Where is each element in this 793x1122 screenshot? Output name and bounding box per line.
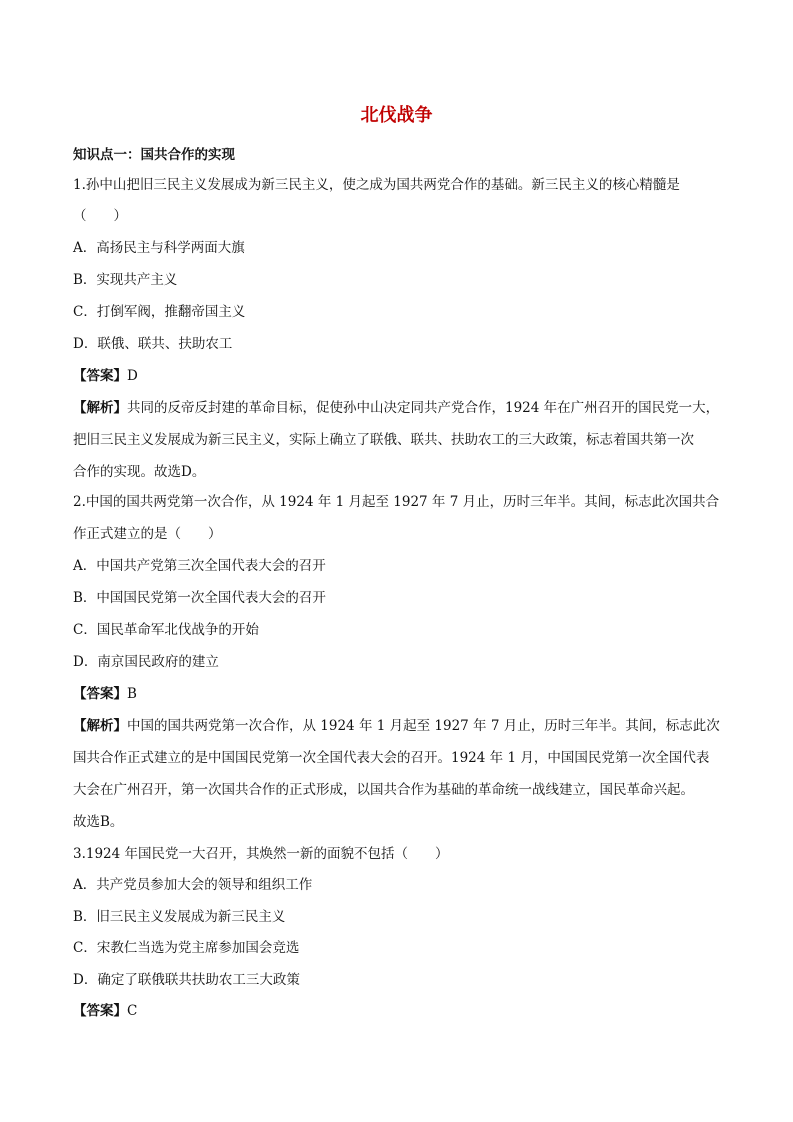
q3-option-d: D．确定了联俄联共扶助农工三大政策 xyxy=(73,972,300,988)
q2-stem-line2: 作正式建立的是（ ） xyxy=(73,526,222,542)
q2-option-b: B．中国国民党第一次全国代表大会的召开 xyxy=(73,590,326,606)
q1-option-c: C．打倒军阀，推翻帝国主义 xyxy=(73,304,246,320)
answer-value: C xyxy=(127,1003,138,1019)
q2-answer xyxy=(73,684,723,704)
analysis-label: 【解析】 xyxy=(73,718,127,734)
answer-value: D xyxy=(127,368,138,384)
q1-analysis-line2: 把旧三民主义发展成为新三民主义，实际上确立了联俄、联共、扶助农工的三大政策，标志着国共第一次 xyxy=(73,432,694,448)
q1-option-b: B．实现共产主义 xyxy=(73,272,178,288)
q1-option-a: A．高扬民主与科学两面大旗 xyxy=(73,240,245,256)
answer-label: 【答案】 xyxy=(73,368,127,384)
q1-answer xyxy=(73,366,723,386)
q3-stem-line1: 3.1924 年国民党一大召开，其焕然一新的面貌不包括（ ） xyxy=(73,846,449,862)
q1-stem-line1: 1.孙中山把旧三民主义发展成为新三民主义，使之成为国共两党合作的基础。新三民主义的核心精髓是 xyxy=(73,177,680,193)
q2-option-c: C．国民革命军北伐战争的开始 xyxy=(73,622,259,638)
q3-option-b: B．旧三民主义发展成为新三民主义 xyxy=(73,909,286,925)
analysis-label: 【解析】 xyxy=(73,400,127,416)
q2-analysis-line2: 国共合作正式建立的是中国国民党第一次全国代表大会的召开。1924 年 1 月，中国国民党第一次全国代表 xyxy=(73,750,710,766)
q2-analysis-line4: 故选B。 xyxy=(73,814,124,830)
q3-option-c: C．宋教仁当选为党主席参加国会竞选 xyxy=(73,940,300,956)
analysis-text: 中国的国共两党第一次合作，从 1924 年 1 月起至 1927 年 7 月止，历时三年半。其间，标志此次 xyxy=(127,718,720,734)
q2-stem-line1: 2.中国的国共两党第一次合作，从 1924 年 1 月起至 1927 年 7 月止，历时三年半。其间，标志此次国共合 xyxy=(73,494,720,510)
q2-option-d: D．南京国民政府的建立 xyxy=(73,654,219,670)
q1-stem-line2: （ ） xyxy=(73,208,127,224)
q1-option-d: D．联俄、联共、扶助农工 xyxy=(73,336,233,352)
q2-analysis-line3: 大会在广州召开，第一次国共合作的正式形成，以国共合作为基础的革命统一战线建立，国民革命兴起。 xyxy=(73,782,694,798)
q2-option-a: A．中国共产党第三次全国代表大会的召开 xyxy=(73,558,326,574)
answer-label: 【答案】 xyxy=(73,686,127,702)
section-heading: 知识点一：国共合作的实现 xyxy=(73,147,235,163)
q3-option-a: A．共产党员参加大会的领导和组织工作 xyxy=(73,877,313,893)
q3-answer xyxy=(73,1001,723,1021)
answer-value: B xyxy=(127,686,137,702)
page-title: 北伐战争 xyxy=(360,105,433,126)
answer-label: 【答案】 xyxy=(73,1003,127,1019)
q2-analysis-line1 xyxy=(73,716,723,736)
analysis-text: 共同的反帝反封建的革命目标，促使孙中山决定同共产党合作，1924 年在广州召开的国民党一大， xyxy=(127,400,720,416)
q1-analysis-line3: 合作的实现。故选D。 xyxy=(73,464,206,480)
q1-analysis-line1 xyxy=(73,398,723,418)
